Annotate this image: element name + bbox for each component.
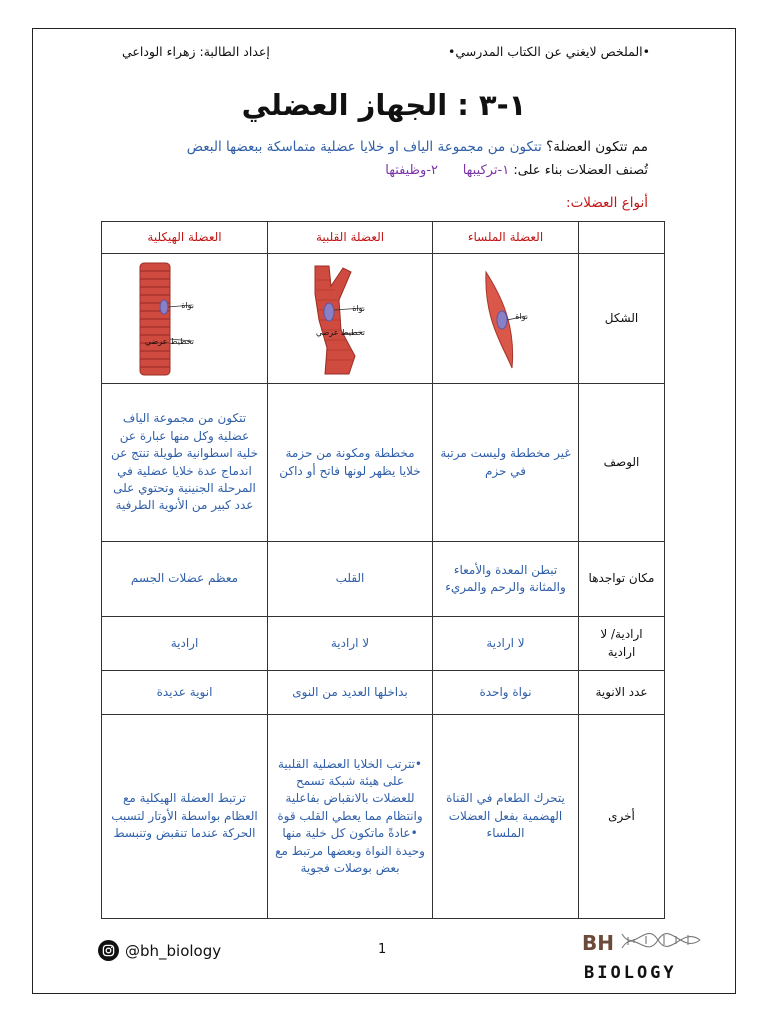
nucleus-label: نواة <box>514 311 528 321</box>
muscle-types-table <box>101 221 665 919</box>
row-label-other: أخرى <box>579 715 665 919</box>
classification-prefix: تُصنف العضلات بناء على: <box>509 163 648 178</box>
cell-smooth-voluntary: لا ارادية <box>433 617 579 671</box>
instagram-handle[interactable] <box>98 940 221 961</box>
cell-skeletal-nuclei: انوية عديدة <box>102 671 268 715</box>
cell-smooth-other: يتحرك الطعام في القناة الهضمية بفعل العضلات الملساء <box>433 715 579 919</box>
row-label-shape: الشكل <box>579 254 665 384</box>
row-label-nuclei: عدد الانوية <box>579 671 665 715</box>
col-header-cardiac: العضلة القلبية <box>268 222 433 254</box>
handle-text: @bh_biology <box>125 941 222 960</box>
instagram-icon <box>98 940 119 961</box>
row-label-description: الوصف <box>579 384 665 542</box>
logo-top-text: BH <box>582 931 614 955</box>
cell-cardiac-location: القلب <box>268 542 433 617</box>
cell-skeletal-location: معظم عضلات الجسم <box>102 542 268 617</box>
table-row <box>102 384 665 542</box>
table-row <box>102 671 665 715</box>
smooth-muscle-figure-cell <box>433 254 579 384</box>
striation-label: تخطيط عرضي <box>144 336 194 346</box>
types-title: أنواع العضلات: <box>566 195 648 211</box>
col-header-smooth: العضلة الملساء <box>433 222 579 254</box>
cell-cardiac-nuclei: بداخلها العديد من النوى <box>268 671 433 715</box>
cell-smooth-nuclei: نواة واحدة <box>433 671 579 715</box>
question-answer: تتكون من مجموعة الياف او خلايا عضلية متماسكة ببعضها البعض <box>186 139 547 155</box>
page-title: ١-٣ : الجهاز العضلي <box>241 88 527 122</box>
nucleus-shape <box>497 311 507 329</box>
classification-second: ٢-وظيفتها <box>385 163 438 178</box>
smooth-muscle-figure <box>456 264 556 374</box>
table-row-shape <box>102 254 665 384</box>
cell-skeletal-other: ترتبط العضلة الهيكلية مع العظام بواسطة الأوتار لتسبب الحركة عندما تنقبض وتنبسط <box>102 715 268 919</box>
header-note: •الملخص لايغني عن الكتاب المدرسي• <box>447 44 650 59</box>
cardiac-muscle-figure-cell <box>268 254 433 384</box>
cell-cardiac-other: •تترتب الخلايا العضلية القلبية على هيئة شبكة تسمح للعضلات بالانقباض بفاعلية وانتظام مما يعطي القلب قوة •عادةً ماتكون كل خلية منها وحيدة النواة وبعضها مرتبط مع بعض بوصلات فجوية <box>268 715 433 919</box>
cell-skeletal-voluntary: ارادية <box>102 617 268 671</box>
row-label-location: مكان تواجدها <box>579 542 665 617</box>
corner-cell <box>579 222 665 254</box>
cell-smooth-description: غير مخططة وليست مرتبة في حزم <box>433 384 579 542</box>
logo-bottom-text: BIOLOGY <box>584 963 677 983</box>
cardiac-muscle-figure <box>285 260 415 378</box>
table-row <box>102 617 665 671</box>
skeletal-muscle-figure <box>120 259 250 379</box>
cell-cardiac-voluntary: لا ارادية <box>268 617 433 671</box>
question-label: مم تتكون العضلة؟ <box>546 139 648 155</box>
classification-line <box>385 163 648 178</box>
col-header-skeletal: العضلة الهيكلية <box>102 222 268 254</box>
header-author: إعداد الطالبة: زهراء الوداعي <box>122 44 270 59</box>
table-header-row <box>102 222 665 254</box>
striation-label: تخطيط عرضي <box>315 327 365 337</box>
table-row <box>102 542 665 617</box>
dna-icon <box>622 933 700 948</box>
skeletal-muscle-figure-cell <box>102 254 268 384</box>
nucleus-label: نواة <box>352 303 365 313</box>
page-number: 1 <box>378 942 387 957</box>
nucleus-label: نواة <box>180 300 194 310</box>
row-label-voluntary: ارادية/ لا ارادية <box>579 617 665 671</box>
cell-skeletal-description: تتكون من مجموعة الياف عضلية وكل منها عبارة عن خلية اسطوانية طويلة تنتج عن اندماج عدة خلايا عضلية في المرحلة الجنينية وتحتوي على عدد كبير من الأنوية الطرفية <box>102 384 268 542</box>
classification-first: ١-تركيبها <box>462 163 510 178</box>
table-row <box>102 715 665 919</box>
cell-smooth-location: تبطن المعدة والأمعاء والمثانة والرحم والمريء <box>433 542 579 617</box>
question-line <box>187 139 648 155</box>
cell-cardiac-description: مخططة ومكونة من حزمة خلايا يظهر لونها فاتح أو داكن <box>268 384 433 542</box>
bh-biology-logo <box>582 926 702 986</box>
